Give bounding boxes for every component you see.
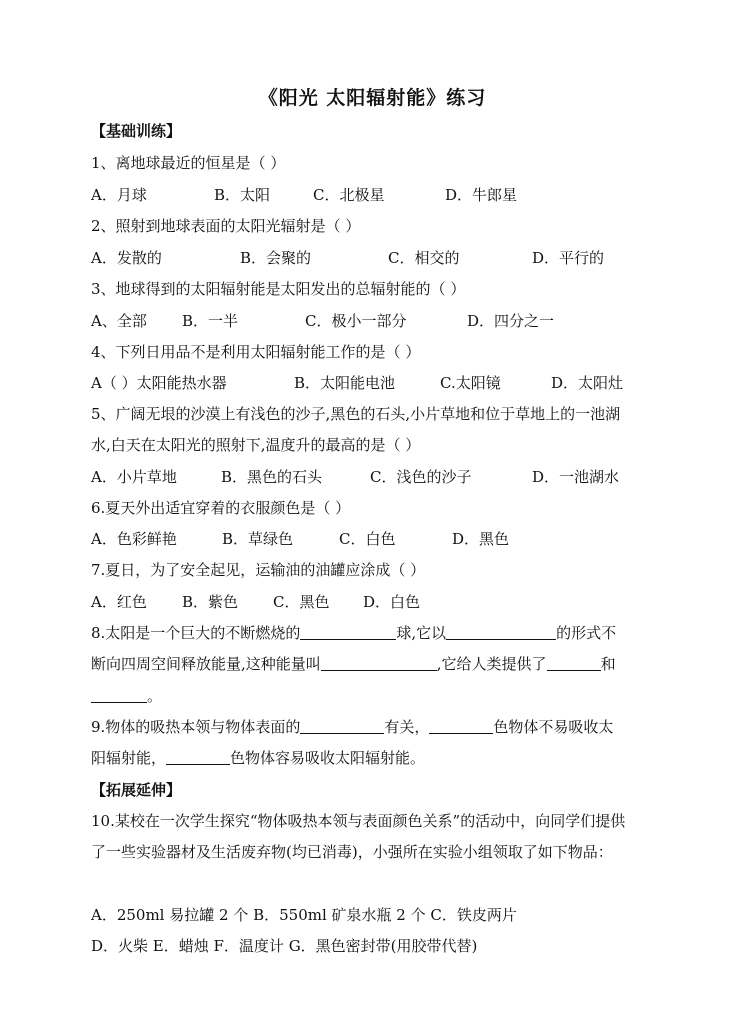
option-a: A．月球 bbox=[91, 186, 147, 204]
question-5-stem-line-2: 水,白天在太阳光的照射下,温度升的最高的是（ ） bbox=[91, 436, 421, 454]
option-c: C．相交的 bbox=[388, 249, 460, 267]
answer-blank-2[interactable] bbox=[429, 718, 493, 734]
option-a: A、全部 bbox=[91, 312, 147, 330]
option-b: B．会聚的 bbox=[240, 249, 312, 267]
option-d: D．牛郎星 bbox=[445, 186, 518, 204]
q9-text-5: 色物体容易吸收太阳辐射能。 bbox=[230, 749, 426, 767]
question-6-options bbox=[91, 529, 509, 549]
q9-text-3: 色物体不易吸收太 bbox=[493, 718, 614, 736]
question-6-stem: 6.夏天外出适宜穿着的衣服颜色是（ ） bbox=[91, 499, 351, 517]
question-1-stem: 1、离地球最近的恒星是（ ） bbox=[91, 154, 286, 172]
question-10-materials-line-2: D．火柴 E．蜡烛 F．温度计 G．黑色密封带(用胶带代替) bbox=[91, 937, 478, 955]
question-2-stem: 2、照射到地球表面的太阳光辐射是（ ） bbox=[91, 217, 361, 235]
page-title: 《阳光 太阳辐射能》练习 bbox=[258, 87, 487, 109]
q8-text-5: ,它给人类提供了 bbox=[436, 655, 547, 673]
option-d: D．黑色 bbox=[452, 530, 510, 548]
option-c: C.太阳镜 bbox=[440, 374, 501, 392]
option-c: C．北极星 bbox=[313, 186, 385, 204]
question-4-options bbox=[91, 373, 623, 393]
answer-blank-3[interactable] bbox=[166, 749, 230, 765]
option-d: D．白色 bbox=[363, 593, 421, 611]
option-a: A．红色 bbox=[91, 593, 147, 611]
option-b: B．紫色 bbox=[182, 593, 239, 611]
answer-blank-4[interactable] bbox=[547, 655, 601, 671]
option-c: C．浅色的沙子 bbox=[370, 468, 472, 486]
question-3-options bbox=[91, 311, 554, 331]
q8-text-2: 球,它以 bbox=[396, 624, 447, 642]
option-a: A．小片草地 bbox=[91, 468, 177, 486]
option-a: A．发散的 bbox=[91, 249, 162, 267]
question-1-options bbox=[91, 185, 517, 205]
question-8-line-3 bbox=[91, 686, 162, 706]
answer-blank-3[interactable] bbox=[321, 655, 437, 671]
question-5-options bbox=[91, 467, 619, 487]
question-10-materials-line-1: A．250ml 易拉罐 2 个 B．550ml 矿泉水瓶 2 个 C．铁皮两片 bbox=[91, 906, 517, 924]
option-b: B．草绿色 bbox=[222, 530, 294, 548]
question-7-options bbox=[91, 592, 420, 612]
question-10-line-2: 了一些实验器材及生活废弃物(均已消毒)，小强所在实验小组领取了如下物品： bbox=[91, 843, 613, 861]
q8-text-7: 。 bbox=[147, 687, 163, 705]
answer-blank-2[interactable] bbox=[446, 624, 556, 640]
question-3-stem: 3、地球得到的太阳辐射能是太阳发出的总辐射能的（ ） bbox=[91, 280, 466, 298]
answer-blank-1[interactable] bbox=[300, 624, 396, 640]
q8-text-1: 8.太阳是一个巨大的不断燃烧的 bbox=[91, 624, 301, 642]
q8-text-3: 的形式不 bbox=[556, 624, 617, 642]
question-2-options bbox=[91, 248, 604, 268]
question-9-line-1 bbox=[91, 717, 613, 737]
option-d: D．太阳灶 bbox=[551, 374, 624, 392]
q9-text-2: 有关， bbox=[384, 718, 430, 736]
option-c: C．白色 bbox=[339, 530, 396, 548]
question-10-line-1: 10.某校在一次学生探究“物体吸热本领与表面颜色关系”的活动中，向同学们提供 bbox=[91, 812, 626, 830]
section-extension: 【拓展延伸】 bbox=[91, 781, 182, 799]
option-d: D．四分之一 bbox=[467, 312, 555, 330]
q9-text-4: 阳辐射能， bbox=[91, 749, 167, 767]
option-d: D．一池湖水 bbox=[532, 468, 620, 486]
option-b: B．太阳能电池 bbox=[294, 374, 396, 392]
q8-text-6: 和 bbox=[600, 655, 616, 673]
question-4-stem: 4、下列日用品不是利用太阳辐射能工作的是（ ） bbox=[91, 343, 421, 361]
option-c: C．极小一部分 bbox=[305, 312, 407, 330]
question-5-stem-line-1: 5、广阔无垠的沙漠上有浅色的沙子,黑色的石头,小片草地和位于草地上的一池湖 bbox=[91, 405, 621, 423]
option-a: A．色彩鲜艳 bbox=[91, 530, 177, 548]
option-b: B．黑色的石头 bbox=[221, 468, 323, 486]
option-c: C．黑色 bbox=[273, 593, 330, 611]
question-7-stem: 7.夏日，为了安全起见，运输油的油罐应涂成（ ） bbox=[91, 561, 426, 579]
q8-text-4: 断向四周空间释放能量,这种能量叫 bbox=[91, 655, 321, 673]
question-8-line-1 bbox=[91, 623, 616, 643]
q9-text-1: 9.物体的吸热本领与物体表面的 bbox=[91, 718, 301, 736]
question-8-line-2 bbox=[91, 654, 616, 674]
answer-blank-1[interactable] bbox=[300, 718, 384, 734]
option-b: B．一半 bbox=[182, 312, 239, 330]
option-a: A（ ）太阳能热水器 bbox=[91, 374, 227, 392]
option-d: D．平行的 bbox=[532, 249, 605, 267]
option-b: B．太阳 bbox=[214, 186, 271, 204]
question-9-line-2 bbox=[91, 748, 425, 768]
section-basic-training: 【基础训练】 bbox=[91, 122, 182, 140]
answer-blank-5[interactable] bbox=[91, 687, 147, 703]
